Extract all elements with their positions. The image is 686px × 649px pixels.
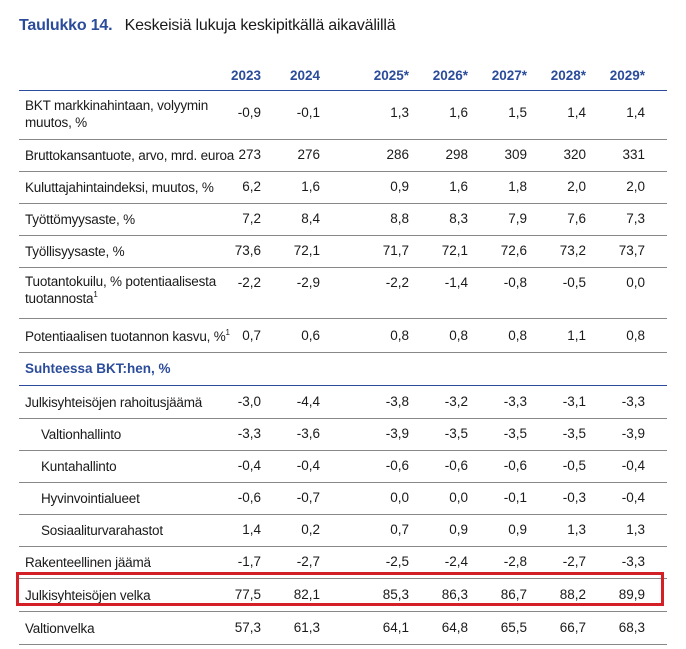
cell-value: 72,6: [500, 243, 527, 258]
column-header: 2026*: [432, 68, 468, 83]
cell-value: 1,4: [242, 522, 261, 537]
cell-value: -0,5: [562, 275, 586, 290]
cell-value: -3,9: [385, 426, 409, 441]
cell-value: -3,9: [621, 426, 645, 441]
cell-value: -0,6: [237, 490, 261, 505]
column-header: 2029*: [609, 68, 645, 83]
cell-value: -0,4: [237, 458, 261, 473]
row-label: [25, 328, 230, 345]
cell-value: 64,8: [441, 620, 468, 635]
cell-value: 6,2: [242, 179, 261, 194]
cell-value: -3,3: [621, 394, 645, 409]
row-label-line2: tuotannosta: [25, 291, 94, 306]
row-label: Sosiaaliturvarahastot: [41, 523, 163, 538]
cell-value: -2,9: [296, 275, 320, 290]
row-label: Työttömyysaste, %: [25, 212, 135, 227]
cell-value: 1,5: [508, 105, 527, 120]
cell-value: -3,5: [503, 426, 527, 441]
cell-value: 7,6: [567, 211, 586, 226]
cell-value: -2,4: [444, 554, 468, 569]
cell-value: -0,8: [503, 275, 527, 290]
cell-value: -3,3: [503, 394, 527, 409]
table-row: [19, 172, 667, 204]
cell-value: -0,1: [503, 490, 527, 505]
cell-value: 276: [297, 147, 320, 162]
table-row: [19, 140, 667, 172]
cell-value: -0,3: [562, 490, 586, 505]
cell-value: 61,3: [293, 620, 320, 635]
cell-value: 309: [504, 147, 527, 162]
cell-value: -3,6: [296, 426, 320, 441]
cell-value: 0,9: [449, 522, 468, 537]
section-header: [19, 353, 667, 386]
column-header: 2024: [289, 68, 320, 83]
table-row: [19, 515, 667, 547]
cell-value: 64,1: [382, 620, 409, 635]
table-number: Taulukko 14.: [19, 17, 113, 34]
cell-value: -4,4: [296, 394, 320, 409]
row-label-line1: Tuotantokuilu, % potentiaalisesta: [25, 274, 217, 289]
column-header: 2025*: [373, 68, 409, 83]
cell-value: 72,1: [441, 243, 468, 258]
cell-value: 1,1: [567, 328, 586, 343]
table-row: [19, 612, 667, 645]
table-caption: Keskeisiä lukuja keskipitkällä aikavälillä: [124, 17, 396, 34]
row-label: Julkisyhteisöjen rahoitusjäämä: [25, 395, 203, 410]
cell-value: 8,3: [449, 211, 468, 226]
cell-value: 0,8: [508, 328, 527, 343]
footnote-mark: 1: [93, 290, 98, 299]
cell-value: -3,8: [385, 394, 409, 409]
cell-value: 1,6: [301, 179, 320, 194]
cell-value: -0,5: [562, 458, 586, 473]
cell-value: -2,5: [385, 554, 409, 569]
row-label: Kuntahallinto: [41, 459, 117, 474]
cell-value: 88,2: [559, 587, 586, 602]
cell-value: 68,3: [618, 620, 645, 635]
cell-value: 1,6: [449, 179, 468, 194]
cell-value: 331: [622, 147, 645, 162]
table-row: [19, 204, 667, 236]
cell-value: -0,9: [237, 105, 261, 120]
column-header: 2028*: [550, 68, 586, 83]
row-label: [25, 273, 216, 307]
row-label: Kuluttajahintaindeksi, muutos, %: [25, 180, 214, 195]
cell-value: 2,0: [626, 179, 645, 194]
cell-value: 0,0: [390, 490, 409, 505]
section-label: Suhteessa BKT:hen, %: [25, 361, 171, 376]
row-label: Bruttokansantuote, arvo, mrd. euroa: [25, 148, 235, 163]
cell-value: 273: [238, 147, 261, 162]
table-title: [19, 17, 395, 35]
cell-value: 8,4: [301, 211, 320, 226]
table-row: [19, 91, 667, 140]
cell-value: 77,5: [234, 587, 261, 602]
row-label: Valtionhallinto: [41, 427, 122, 442]
cell-value: -0,6: [444, 458, 468, 473]
cell-value: 71,7: [382, 243, 409, 258]
row-label-text: Potentiaalisen tuotannon kasvu, %: [25, 329, 226, 344]
table-row: [19, 579, 667, 612]
row-label: Julkisyhteisöjen velka: [25, 588, 151, 603]
cell-value: -3,2: [444, 394, 468, 409]
cell-value: 2,0: [567, 179, 586, 194]
cell-value: -0,4: [621, 490, 645, 505]
cell-value: -3,0: [237, 394, 261, 409]
header-row: [19, 60, 667, 91]
table-row: [19, 268, 667, 319]
cell-value: 0,2: [301, 522, 320, 537]
cell-value: 0,7: [242, 328, 261, 343]
table-row: [19, 319, 667, 353]
cell-value: 0,8: [626, 328, 645, 343]
data-table: [19, 60, 667, 645]
cell-value: -2,7: [296, 554, 320, 569]
table-row: [19, 483, 667, 515]
table-row: [19, 451, 667, 483]
cell-value: -2,2: [385, 275, 409, 290]
cell-value: 1,4: [626, 105, 645, 120]
cell-value: -2,2: [237, 275, 261, 290]
cell-value: 286: [386, 147, 409, 162]
cell-value: 65,5: [500, 620, 527, 635]
cell-value: -0,1: [296, 105, 320, 120]
cell-value: -0,4: [621, 458, 645, 473]
row-label: Hyvinvointialueet: [41, 491, 140, 506]
table-row: [19, 419, 667, 451]
row-label: Rakenteellinen jäämä: [25, 555, 151, 570]
column-header: 2027*: [491, 68, 527, 83]
cell-value: 8,8: [390, 211, 409, 226]
cell-value: 72,1: [293, 243, 320, 258]
table-row: [19, 386, 667, 419]
table-row: [19, 236, 667, 268]
table-row: [19, 547, 667, 579]
cell-value: 86,7: [500, 587, 527, 602]
cell-value: 73,6: [234, 243, 261, 258]
cell-value: 1,6: [449, 105, 468, 120]
cell-value: 1,4: [567, 105, 586, 120]
cell-value: 86,3: [441, 587, 468, 602]
cell-value: -3,3: [237, 426, 261, 441]
cell-value: 85,3: [382, 587, 409, 602]
cell-value: 0,9: [508, 522, 527, 537]
cell-value: 1,3: [626, 522, 645, 537]
footnote-mark: 1: [225, 328, 230, 337]
column-header: 2023: [230, 68, 261, 83]
cell-value: -3,5: [562, 426, 586, 441]
cell-value: -2,7: [562, 554, 586, 569]
cell-value: 298: [445, 147, 468, 162]
cell-value: -0,4: [296, 458, 320, 473]
cell-value: 7,2: [242, 211, 261, 226]
cell-value: 1,8: [508, 179, 527, 194]
cell-value: 0,8: [449, 328, 468, 343]
cell-value: -1,7: [237, 554, 261, 569]
cell-value: 0,7: [390, 522, 409, 537]
cell-value: 320: [563, 147, 586, 162]
row-label: BKT markkinahintaan, volyymin muutos, %: [25, 98, 209, 130]
cell-value: -3,5: [444, 426, 468, 441]
cell-value: 66,7: [559, 620, 586, 635]
cell-value: -0,7: [296, 490, 320, 505]
cell-value: -1,4: [444, 275, 468, 290]
cell-value: -0,6: [503, 458, 527, 473]
cell-value: 73,7: [618, 243, 645, 258]
cell-value: 1,3: [390, 105, 409, 120]
cell-value: 0,8: [390, 328, 409, 343]
cell-value: -3,3: [621, 554, 645, 569]
cell-value: -2,8: [503, 554, 527, 569]
cell-value: 1,3: [567, 522, 586, 537]
cell-value: 0,9: [390, 179, 409, 194]
cell-value: 57,3: [234, 620, 261, 635]
cell-value: -3,1: [562, 394, 586, 409]
cell-value: -0,6: [385, 458, 409, 473]
cell-value: 7,9: [508, 211, 527, 226]
cell-value: 0,6: [301, 328, 320, 343]
cell-value: 7,3: [626, 211, 645, 226]
cell-value: 0,0: [449, 490, 468, 505]
row-label: Valtionvelka: [25, 621, 95, 636]
cell-value: 73,2: [559, 243, 586, 258]
cell-value: 89,9: [618, 587, 645, 602]
cell-value: 0,0: [626, 275, 645, 290]
row-label: Työllisyysaste, %: [25, 244, 125, 259]
cell-value: 82,1: [293, 587, 320, 602]
